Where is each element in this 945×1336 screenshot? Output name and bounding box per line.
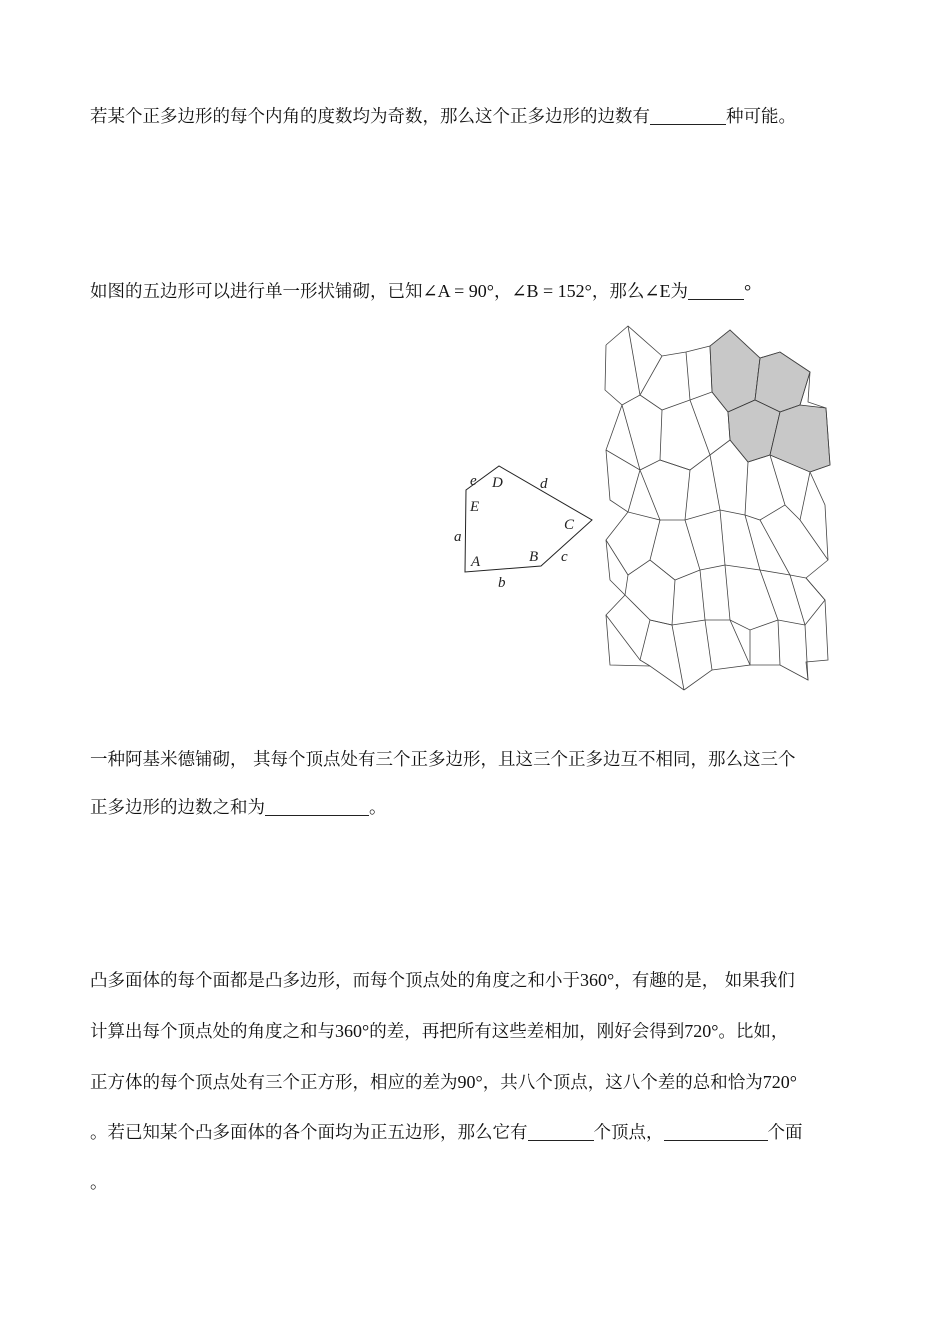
shaded-tiles	[710, 330, 830, 472]
side-label-d: d	[540, 476, 548, 492]
side-label-a: a	[454, 529, 462, 545]
side-label-b: b	[498, 575, 506, 591]
text: 。若已知某个凸多面体的各个面均为正五边形，那么它有	[90, 1123, 528, 1143]
answer-blank-faces[interactable]	[664, 1120, 768, 1141]
question-3-line-2	[90, 784, 870, 832]
text: 个面	[767, 1123, 803, 1143]
text: 正方体的每个顶点处有三个正方形，相应的差为	[90, 1073, 458, 1093]
angle-e-label: ∠E	[644, 281, 671, 301]
question-3-text: 正多边形的边数之和为	[90, 798, 265, 818]
text: 。比如，	[718, 1022, 789, 1042]
question-4-line-1	[90, 955, 870, 1006]
answer-blank-vertices[interactable]	[528, 1120, 594, 1141]
question-3-text-end: 。	[369, 798, 387, 818]
number: 720°	[762, 1072, 797, 1092]
number: 90°	[457, 1072, 483, 1092]
vertex-label-b: B	[529, 549, 539, 565]
vertex-label-a: A	[471, 554, 481, 570]
side-label-e: e	[470, 473, 477, 489]
separator: ，	[493, 282, 512, 302]
question-4-line-4	[90, 1108, 870, 1158]
text: ，有趣的是， 如果我们	[614, 971, 795, 991]
text: 的差，再把所有这些差相加，刚好会得到	[369, 1022, 685, 1042]
number: 360°	[580, 970, 615, 990]
answer-blank[interactable]	[265, 795, 369, 816]
question-2-text: 如图的五边形可以进行单一形状铺砌，已知	[90, 282, 423, 302]
question-4-line-2	[90, 1006, 870, 1057]
question-4	[90, 955, 870, 1208]
question-3	[90, 736, 870, 832]
vertex-label-c: C	[564, 517, 575, 533]
side-label-c: c	[561, 549, 568, 565]
question-1-text-end: 种可能。	[726, 107, 796, 127]
vertex-label-e: E	[470, 499, 480, 515]
question-2-text-mid: ，那么	[591, 282, 645, 302]
text: 个顶点，	[593, 1123, 664, 1143]
text: 计算出每个顶点处的角度之和与	[90, 1022, 335, 1042]
degree-sign: °	[743, 281, 752, 301]
angle-b-given: ∠B = 152°	[511, 281, 592, 301]
question-4-line-3	[90, 1057, 870, 1108]
question-4-line-5: 。	[90, 1173, 108, 1193]
angle-a-given: ∠A = 90°	[422, 281, 494, 301]
text: 凸多面体的每个面都是凸多边形，而每个顶点处的角度之和小于	[90, 971, 580, 991]
question-3-line-1: 一种阿基米德铺砌， 其每个顶点处有三个正多边形，且这三个正多边互不相同，那么这三个	[90, 750, 796, 770]
number: 360°	[335, 1021, 370, 1041]
text: ，共八个顶点，这八个差的总和恰为	[482, 1073, 763, 1093]
question-1-text: 若某个正多边形的每个内角的度数均为奇数，那么这个正多边形的边数有	[90, 107, 650, 127]
question-2-text-for: 为	[670, 282, 688, 302]
vertex-label-d: D	[492, 475, 503, 491]
number: 720°	[684, 1021, 719, 1041]
